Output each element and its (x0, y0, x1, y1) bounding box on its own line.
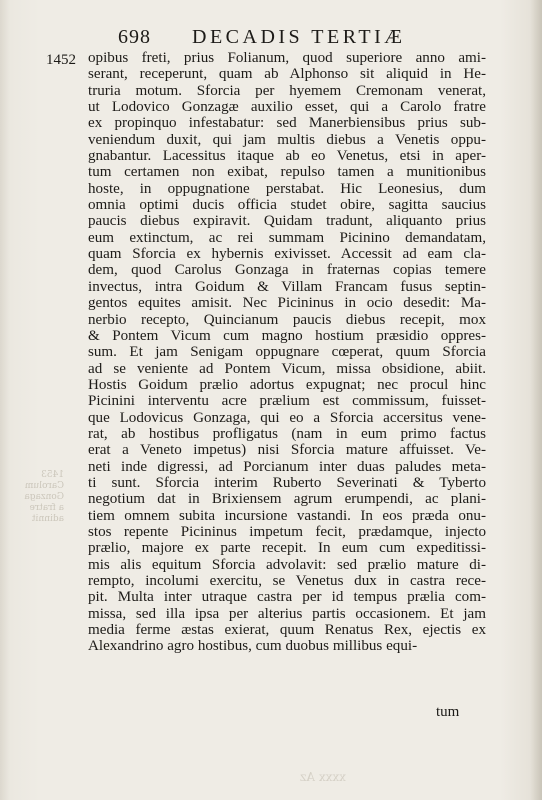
text-line: nerbio recepto, Quincianum paucis diebus recepit, mox (88, 311, 486, 328)
text-line: eum extinctum, ac rei summam Picinino demandatam, (88, 229, 486, 246)
show-through-text: xxxx Az (300, 770, 346, 784)
catchword: tum (436, 704, 460, 720)
text-line: invectus, intra Goidum & Villam Francam fusus septin- (88, 278, 486, 295)
text-line: gentos equites amisit. Nec Picininus in ocio desedit: Ma- (88, 295, 486, 312)
text-line: dem, quod Carolus Gonzaga in fraternas copias temere (88, 262, 486, 279)
text-line: sum. Et jam Senigam oppugnare cœperat, quum Sforcia (88, 344, 486, 361)
text-line: rempto, incolumi exercitu, se Venetus dux in castra rece- (88, 573, 486, 589)
text-line: gnabantur. Lacessitus itaque ab eo Venetus, etsi in aper- (88, 148, 486, 165)
show-through-text: 1453 Carolum Gonzaga a fratre adinnit (24, 470, 64, 524)
text-line: tum certamen non exibat, repulso tamen a munitionibus (88, 164, 486, 181)
running-title: DECADIS TERTIÆ (192, 26, 406, 48)
text-line: que Lodovicus Gonzaga, qui eo a Sforcia accersitus vene- (88, 409, 486, 426)
text-line: omnia optimi ducis officia studet obire, sagitta saucius (88, 197, 486, 214)
text-line: serant, receperunt, quam ab Alphonso sit aliquid in He- (88, 66, 486, 83)
text-line: ut Lodovico Gonzagæ auxilio esset, qui a Carolo fratre (88, 99, 486, 116)
text-line: pit. Multa inter utraque castra per id tempus prælia com- (88, 589, 486, 606)
text-line: truria motum. Sforcia per hyemem Cremonam venerat, (88, 82, 486, 99)
text-line: & Pontem Vicum cum magno hostium præsidio oppres- (88, 327, 486, 344)
text-line: Picinini interventu acre prælium est commissum, fuisset- (88, 393, 486, 410)
text-line: stos repente Picininus impetum fecit, prædamque, injecto (88, 523, 486, 540)
text-line: quam Sforcia ex hybernis exivisset. Accessit ad eam cla- (88, 246, 486, 263)
text-line: tiem omnem subita incursione vastandi. In eos præda onu- (88, 507, 486, 524)
text-line: paucis diebus expiravit. Quidam tradunt, aliquanto prius (88, 213, 486, 230)
text-line: veniendum duxit, qui jam multis diebus a Venetis oppu- (88, 131, 486, 148)
text-line: neti inde digressi, ad Porcianum inter duas paludes meta- (88, 458, 486, 475)
text-line: erat a Veneto impetus) nisi Sforcia mature affuisset. Ve- (88, 442, 486, 459)
text-line: opibus freti, prius Folianum, quod superiore anno ami- (88, 50, 486, 66)
text-line: mis alis equitum Sforcia advolavit: sed prælio mature di- (88, 556, 486, 573)
text-line: hoste, in oppugnatione perstabat. Hic Leonesius, dum (88, 180, 486, 197)
text-line: ti sunt. Sforcia interim Ruberto Severinati & Tyberto (88, 474, 486, 491)
body-text (88, 50, 486, 655)
text-line: missa, sed illa ipsa per alterius partis occasionem. Et jam (88, 605, 486, 622)
text-line: ex propinquo infestabatur: sed Manerbiensibus prius sub- (88, 115, 486, 132)
text-line: Alexandrino agro hostibus, cum duobus millibus equi- (88, 638, 418, 655)
text-line: Hostis Goidum prælio adortus expugnat; nec procul hinc (88, 376, 486, 393)
text-line: ad se veniente ad Pontem Vicum, missa obsidione, abiit. (88, 360, 486, 377)
text-line: prælio, majore ex parte recepit. In eum cum expeditissi- (88, 540, 486, 557)
text-line: rat, ab hostibus profligatus (nam in eum primo factus (88, 425, 486, 442)
text-line: media ferme æstas exierat, quum Renatus Rex, ejectis ex (88, 622, 486, 639)
page-number: 698 (118, 26, 151, 48)
text-line: negotium dat in Brixiensem agrum erumpendi, ac plani- (88, 491, 486, 508)
margin-year: 1452 (46, 52, 76, 68)
